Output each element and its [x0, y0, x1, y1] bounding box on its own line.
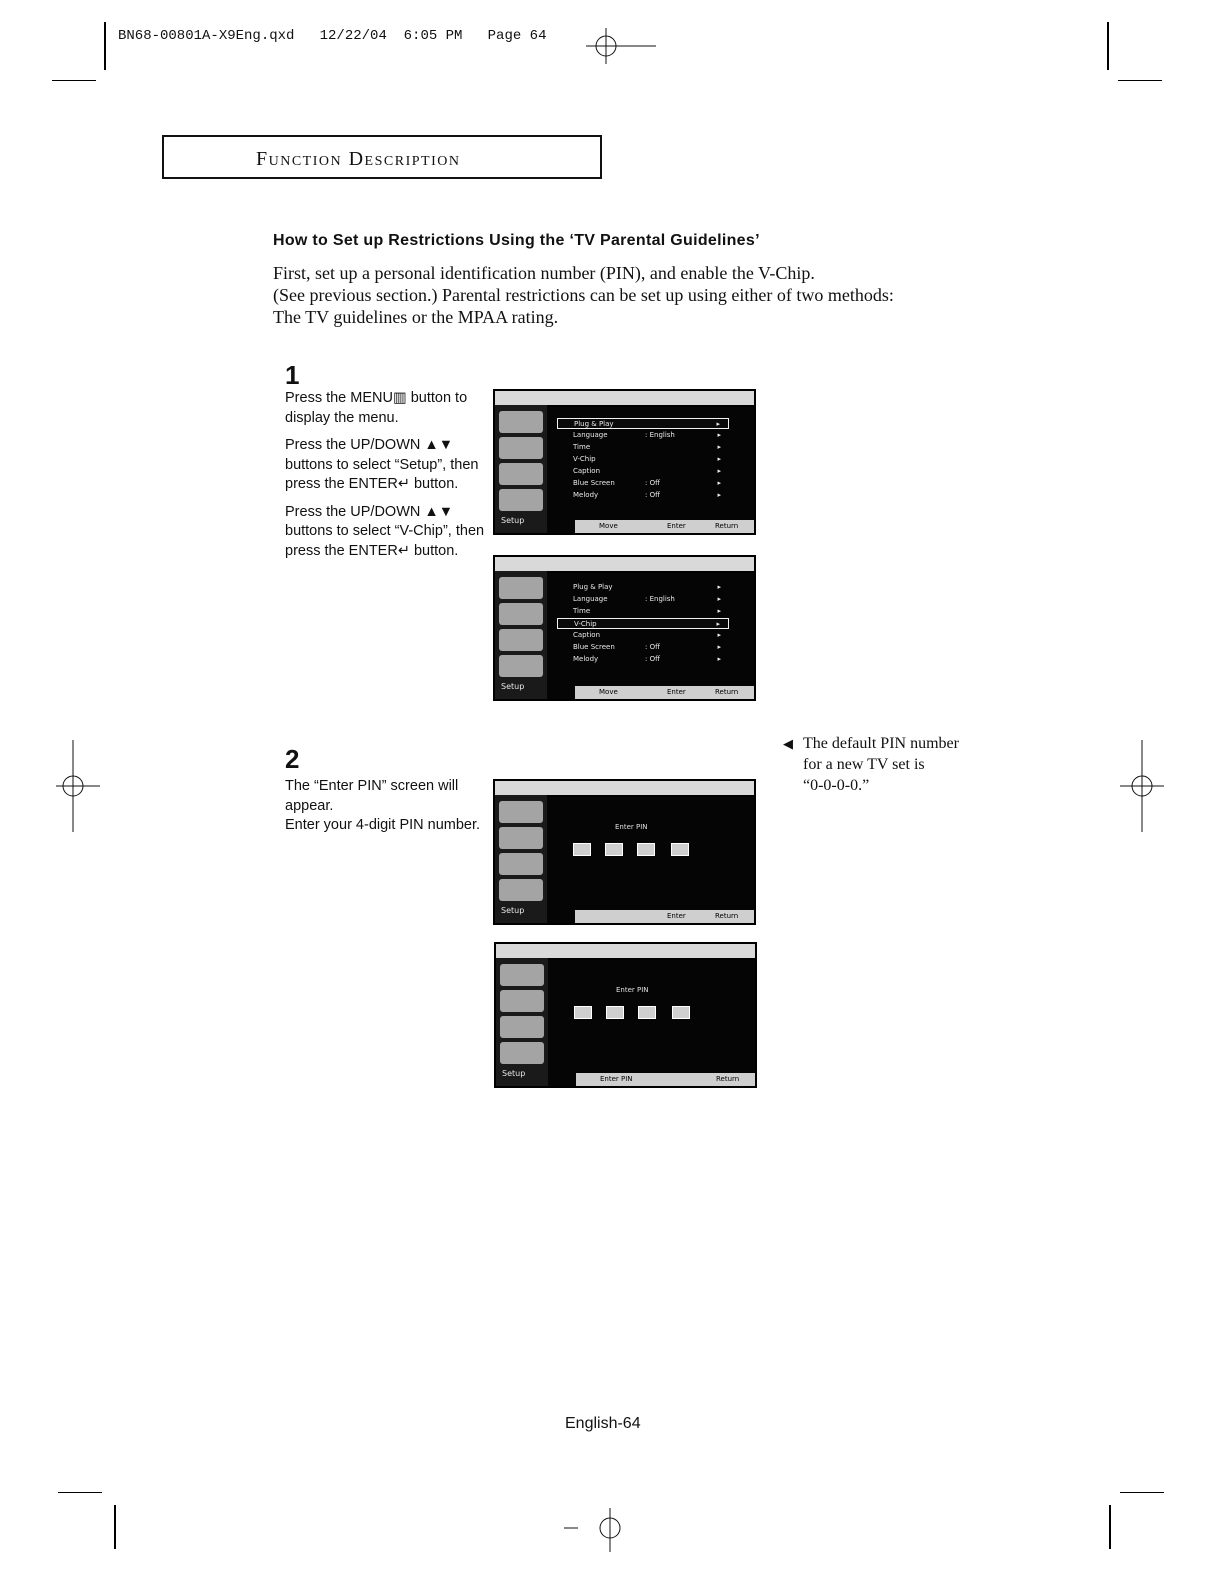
section-title-box [162, 135, 602, 179]
page-number: English-64 [565, 1415, 641, 1432]
step-instructions [285, 777, 500, 836]
menu-row: Plug & Play ▸ [557, 418, 729, 429]
intro-paragraph [273, 262, 973, 328]
screen-sidebar [496, 958, 548, 1086]
crop-mark [1107, 22, 1109, 70]
screen-footer: Enter Return [575, 910, 754, 923]
section-title: Function Description [256, 148, 461, 170]
menu-row: Time ▸ [573, 443, 721, 451]
pin-digit-box [637, 843, 655, 856]
pin-digit-box [605, 843, 623, 856]
pin-title: Enter PIN [616, 986, 649, 994]
intro-line: The TV guidelines or the MPAA rating. [273, 307, 559, 327]
pin-digit-box [672, 1006, 690, 1019]
note-line: “0-0-0-0.” [803, 777, 870, 794]
picture-icon [499, 411, 543, 433]
menu-row: V-Chip ▸ [557, 618, 729, 629]
crop-mark [114, 1505, 116, 1549]
pin-digit-box [606, 1006, 624, 1019]
channel-icon [499, 629, 543, 651]
pin-digit-box [638, 1006, 656, 1019]
note-line: for a new TV set is [803, 756, 925, 773]
step-paragraph: Press the UP/DOWN ▲▼ buttons to select “Setup”, then press the ENTER↵ button. [285, 437, 479, 492]
tv-screen-enter-pin-filled [494, 942, 757, 1088]
setup-icon [499, 655, 543, 677]
crop-mark [1120, 1492, 1164, 1493]
registration-mark-icon [56, 740, 100, 832]
sound-icon [499, 827, 543, 849]
setup-icon [500, 1042, 544, 1064]
crop-mark [104, 22, 106, 70]
sound-icon [499, 437, 543, 459]
sound-icon [500, 990, 544, 1012]
tv-screen-enter-pin [493, 779, 756, 925]
step-paragraph: The “Enter PIN” screen will appear. [285, 778, 459, 814]
note-line: The default PIN number [803, 735, 959, 752]
intro-line: (See previous section.) Parental restrictions can be set up using either of two methods: [273, 285, 894, 305]
screen-sidebar [495, 795, 547, 923]
screen-footer: Move Enter Return [575, 520, 754, 533]
screen-sidebar [495, 571, 547, 699]
registration-mark-icon [1120, 740, 1164, 832]
step-number: 1 [285, 360, 300, 390]
sound-icon [499, 603, 543, 625]
step-paragraph: Press the UP/DOWN ▲▼ buttons to select “V-Chip”, then press the ENTER↵ button. [285, 503, 485, 559]
channel-icon [499, 853, 543, 875]
note-bullet-icon: ◀ [783, 736, 793, 751]
setup-label: Setup [501, 906, 525, 915]
menu-row: Caption ▸ [573, 631, 721, 639]
tv-screen-setup-menu-vchip [493, 555, 756, 701]
side-note [785, 733, 959, 796]
menu-row: Plug & Play ▸ [573, 583, 721, 591]
pin-title: Enter PIN [615, 823, 648, 831]
setup-icon [499, 879, 543, 901]
menu-row: Blue Screen : Off ▸ [573, 479, 721, 487]
step-paragraph: Enter your 4-digit PIN number. [285, 817, 481, 833]
step-instructions [285, 389, 495, 569]
screen-footer: Enter PIN Return [576, 1073, 755, 1086]
menu-row: Time ▸ [573, 607, 721, 615]
picture-icon [499, 577, 543, 599]
setup-label: Setup [501, 682, 525, 691]
step-paragraph: Press the MENU▥ button to display the menu. [285, 390, 468, 426]
crop-mark [58, 1492, 102, 1493]
crop-mark [1118, 80, 1162, 81]
registration-mark-icon [560, 1508, 660, 1552]
print-slug: BN68-00801A-X9Eng.qxd 12/22/04 6:05 PM Page 64 [118, 28, 547, 44]
picture-icon [499, 801, 543, 823]
channel-icon [500, 1016, 544, 1038]
page-heading: How to Set up Restrictions Using the ‘TV Parental Guidelines’ [273, 232, 760, 249]
pin-digit-box [671, 843, 689, 856]
menu-row: Caption ▸ [573, 467, 721, 475]
crop-mark [1109, 1505, 1111, 1549]
step-number: 2 [285, 744, 300, 774]
pin-digit-box [573, 843, 591, 856]
setup-label: Setup [502, 1069, 526, 1078]
setup-icon [499, 489, 543, 511]
crop-mark [52, 80, 96, 81]
screen-footer: Move Enter Return [575, 686, 754, 699]
registration-mark-icon [586, 28, 656, 64]
menu-row: Language : English ▸ [573, 595, 721, 603]
pin-digit-box [574, 1006, 592, 1019]
menu-row: Melody : Off ▸ [573, 655, 721, 663]
tv-screen-setup-menu [493, 389, 756, 535]
menu-row: V-Chip ▸ [573, 455, 721, 463]
menu-row: Language : English ▸ [573, 431, 721, 439]
menu-row: Blue Screen : Off ▸ [573, 643, 721, 651]
picture-icon [500, 964, 544, 986]
menu-row: Melody : Off ▸ [573, 491, 721, 499]
channel-icon [499, 463, 543, 485]
screen-sidebar [495, 405, 547, 533]
setup-label: Setup [501, 516, 525, 525]
intro-line: First, set up a personal identification number (PIN), and enable the V-Chip. [273, 263, 815, 283]
